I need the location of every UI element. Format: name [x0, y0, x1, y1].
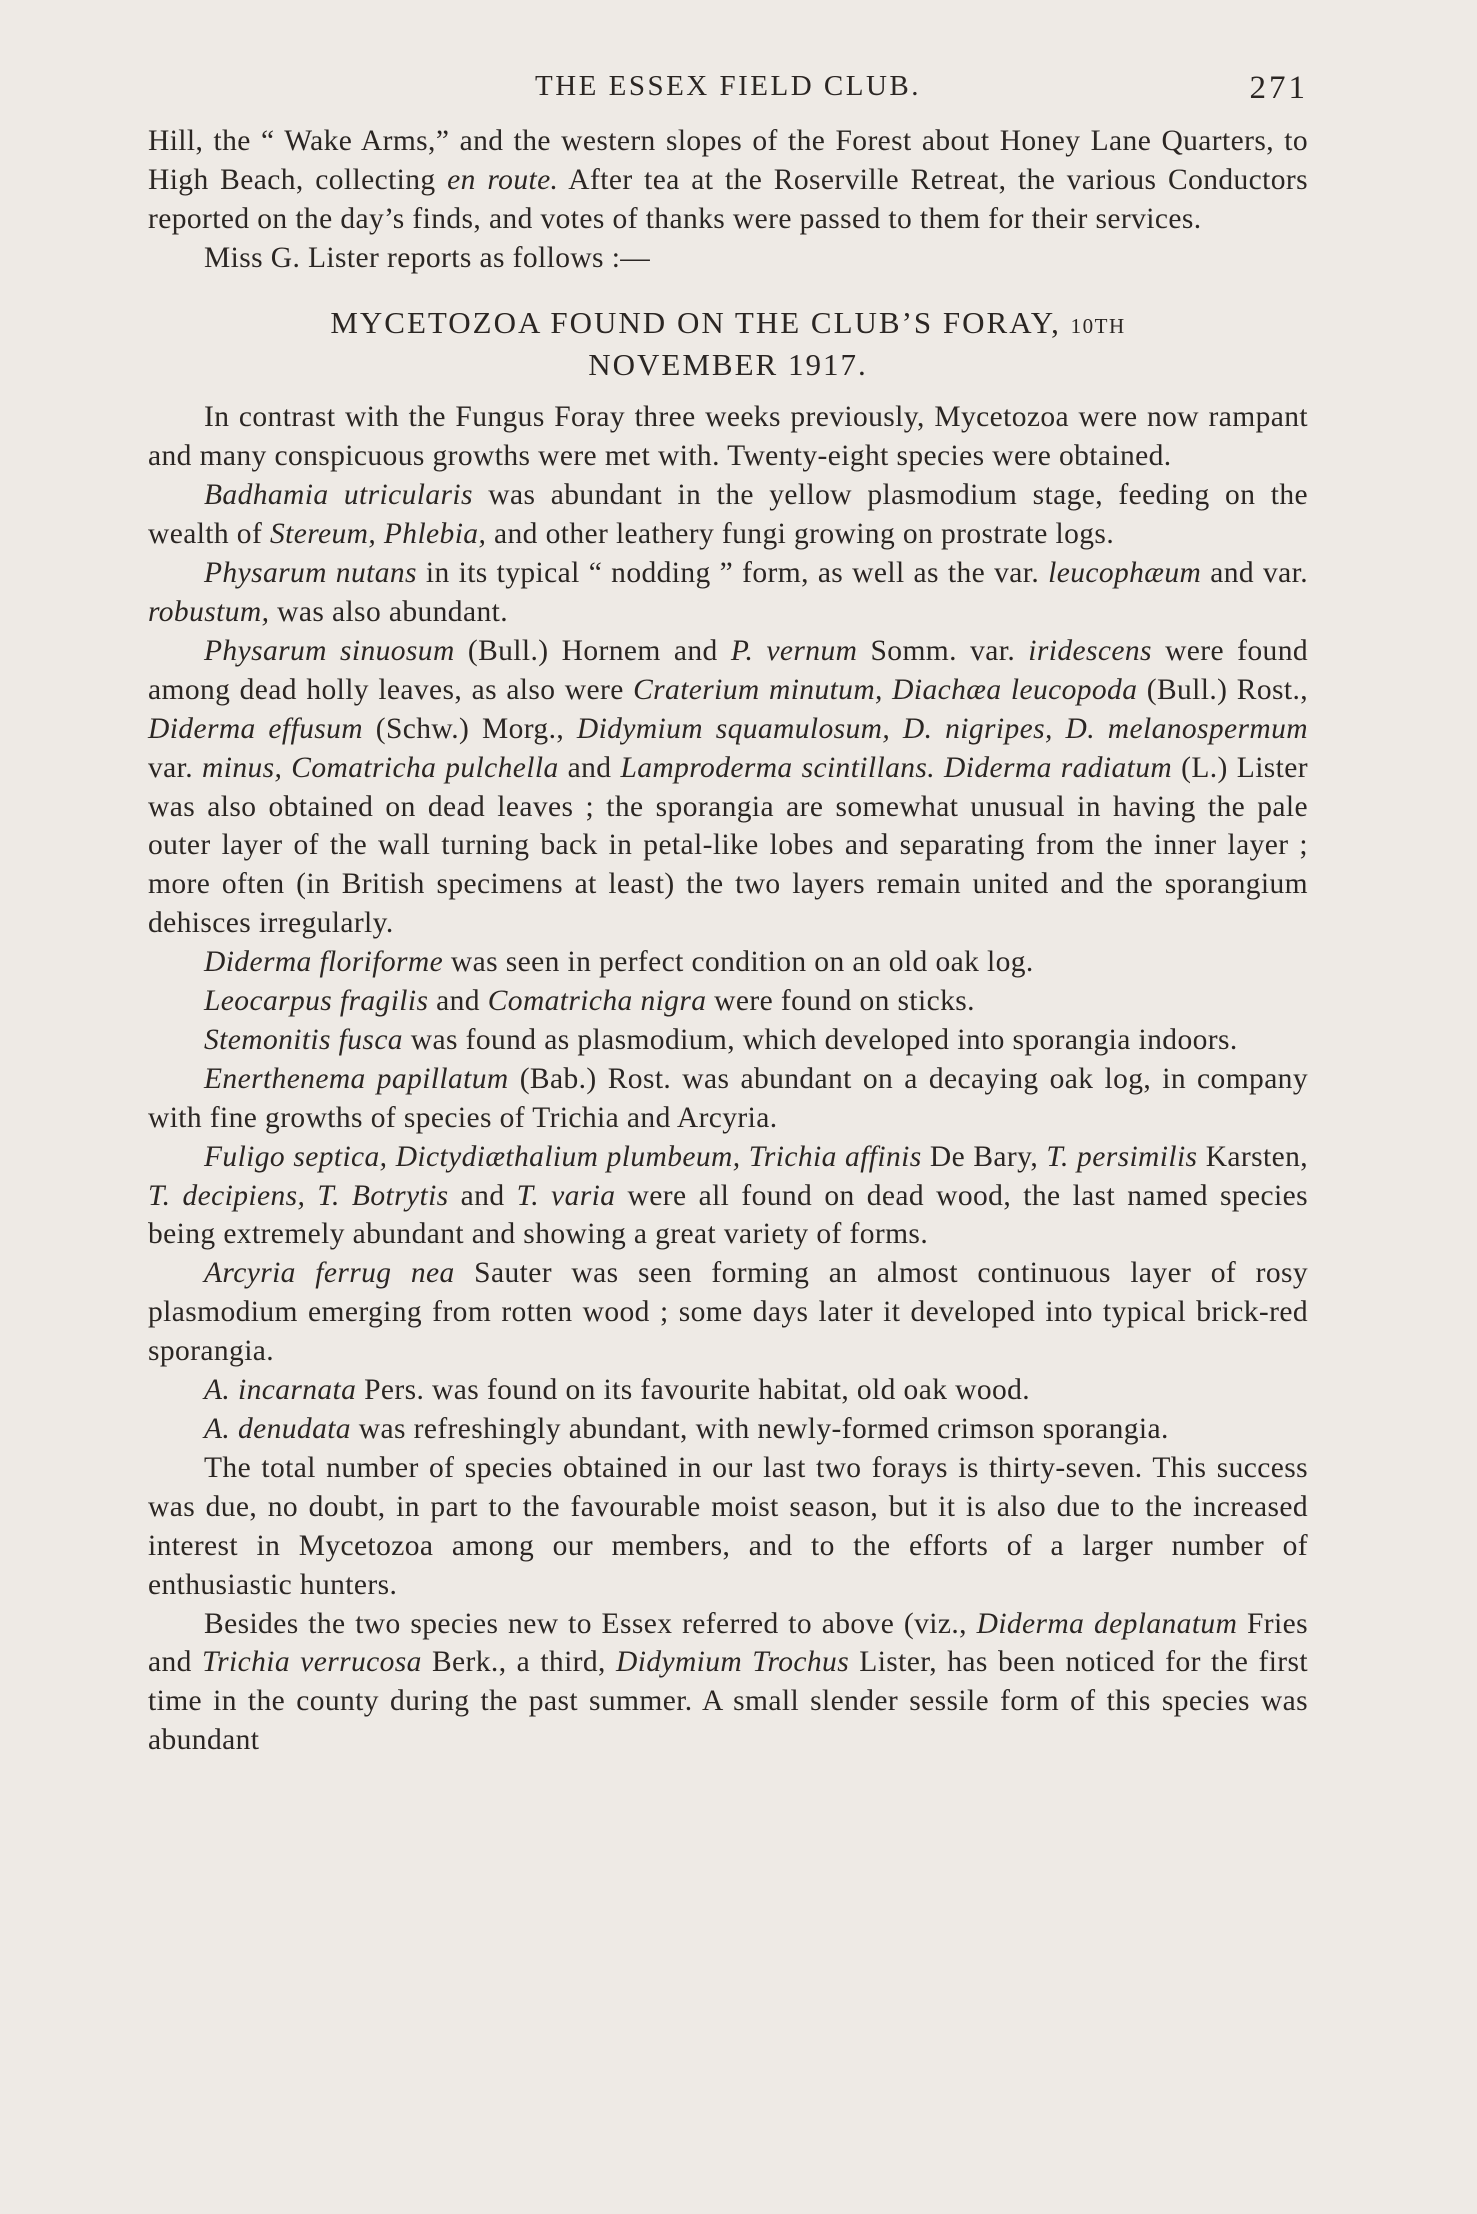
- paragraph-total: The total number of species obtained in our last two forays is thirty-seven. This success was due, no doubt, in part to the favourable moist season, but it is also due to the increased interest in Mycetozoa among our members, and to the efforts of a larger number of enthusiastic hunters.: [148, 1451, 1308, 1601]
- running-header: [148, 70, 1308, 122]
- paragraph-stemonitis: Stemonitis fusca was found as plasmodium, which developed into sporangia indoors.: [204, 1023, 1238, 1056]
- paragraph-leocarpus: Leocarpus fragilis and Comatricha nigra were found on sticks.: [204, 985, 975, 1018]
- paragraph-continued: Hill, the “ Wake Arms,” and the western slopes of the Forest about Honey Lane Quarters, to High Beach, collecting en route. After tea at the Roserville Retreat, the various Conductors reported on the day’s finds, and votes of thanks were passed to them for their services.: [148, 125, 1309, 235]
- page-number: 271: [1249, 70, 1308, 106]
- paragraph-physarum-nutans: Physarum nutans in its typical “ nodding ” form, as well as the var. leucophæum and var. robustum, was also abundant.: [148, 557, 1309, 628]
- section-heading: MYCETOZOA FOUND ON THE CLUB’S FORAY, 10TH NOVEMBER 1917.: [330, 304, 1126, 382]
- running-title: THE ESSEX FIELD CLUB.: [535, 70, 921, 102]
- paragraph-intro: In contrast with the Fungus Foray three weeks previously, Mycetozoa were now rampant and many conspicuous growths were met with. Twenty-eight species were obtained.: [148, 401, 1308, 473]
- body-text: [148, 122, 1308, 1760]
- paragraph-incarnata: A. incarnata Pers. was found on its favourite habitat, old oak wood.: [204, 1374, 1031, 1407]
- document-page: [148, 70, 1308, 1760]
- paragraph-lister-intro: Miss G. Lister reports as follows :—: [204, 241, 651, 274]
- paragraph-enerthenema: Enerthenema papillatum (Bab.) Rost. was abundant on a decaying oak log, in company with fine growths of species of Trichia and Arcyria.: [148, 1062, 1308, 1134]
- paragraph-physarum-sinuosum: Physarum sinuosum (Bull.) Hornem and P. vernum Somm. var. iridescens were found among dead holly leaves, as also were Craterium minutum, Diachæa leucopoda (Bull.) Rost., Diderma effusum (Schw.) Morg., Didymium squamulosum, D. nigripes, D. melanospermum var. minus, Comatricha pulchella and Lamproderma scintillans. Diderma radiatum (L.) Lister was also obtained on dead leaves ; the sporangia are somewhat unusual in having the pale outer layer of the wall turning back in petal-like lobes and separating from the inner layer ; more often (in British specimens at least) the two layers remain united and the sporangium dehisces irregularly.: [148, 634, 1308, 940]
- paragraph-fuligo: Fuligo septica, Dictydiæthalium plumbeum, Trichia affinis De Bary, T. persimilis Karsten, T. decipiens, T. Botrytis and T. varia were all found on dead wood, the last named species being extremely abundant and showing a great variety of forms.: [148, 1140, 1309, 1251]
- paragraph-diderma-floriforme: Diderma floriforme was seen in perfect condition on an old oak log.: [204, 946, 1034, 979]
- paragraph-badhamia: Badhamia utricularis was abundant in the yellow plasmodium stage, feeding on the wealth of Stereum, Phlebia, and other leathery fungi growing on prostrate logs.: [148, 479, 1308, 551]
- paragraph-arcyria: Arcyria ferrug nea Sauter was seen forming an almost continuous layer of rosy plasmodium emerging from rotten wood ; some days later it developed into typical brick-red sporangia.: [148, 1257, 1308, 1368]
- paragraph-denudata: A. denudata was refreshingly abundant, with newly-formed crimson sporangia.: [204, 1413, 1169, 1445]
- paragraph-besides: Besides the two species new to Essex referred to above (viz., Diderma deplanatum Fries and Trichia verrucosa Berk., a third, Didymium Trochus Lister, has been noticed for the first time in the county during the past summer. A small slender sessile form of this species was abundant: [148, 1607, 1308, 1757]
